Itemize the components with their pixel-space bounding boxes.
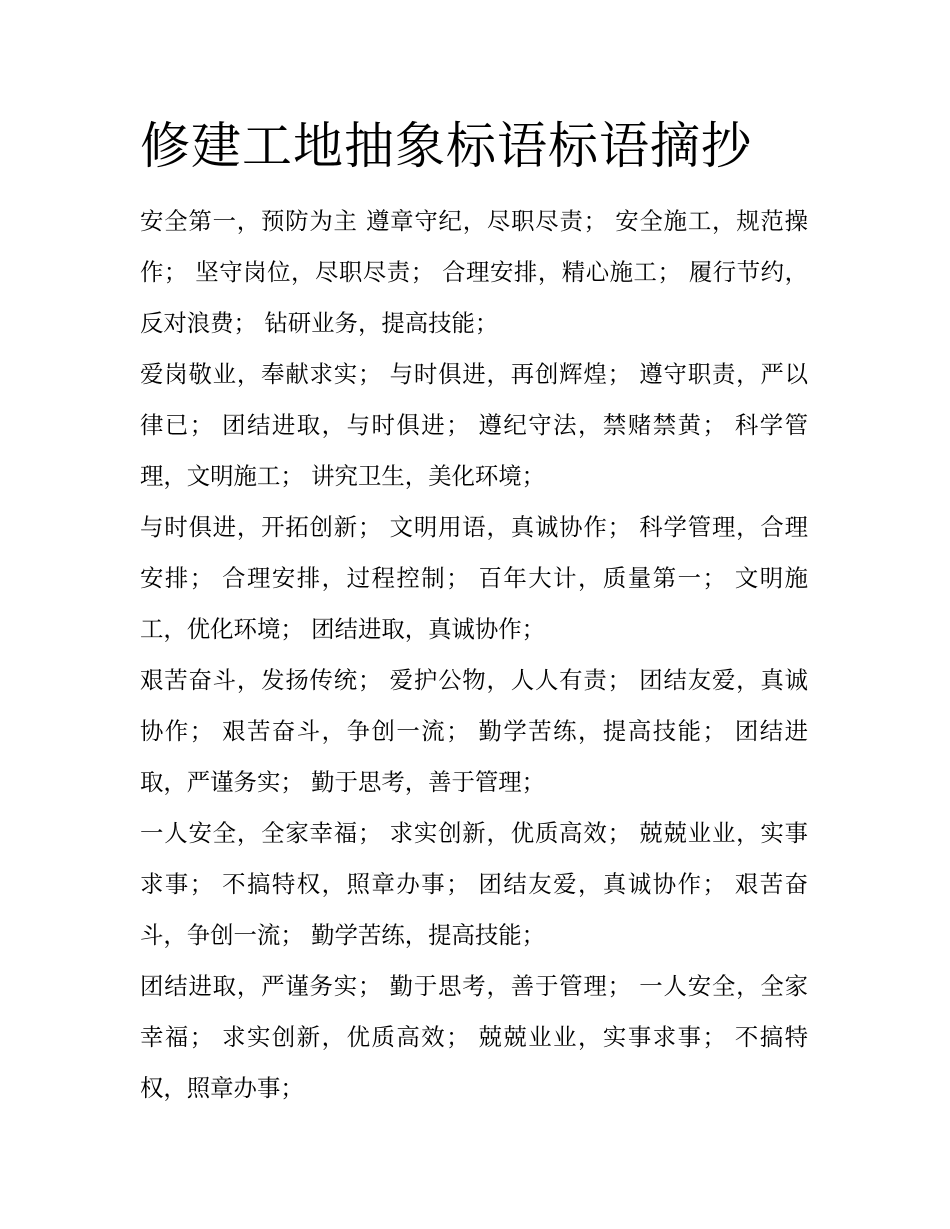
document-title: 修建工地抽象标语标语摘抄 bbox=[140, 117, 752, 175]
document-page bbox=[140, 112, 808, 1114]
paragraph-5: 一人安全，全家幸福； 求实创新，优质高效； 兢兢业业，实事求事； 不搞特权，照章办事； 团结友爱，真诚协作； 艰苦奋斗，争创一流； 勤学苦练，提高技能； bbox=[140, 819, 808, 949]
document-body bbox=[140, 196, 808, 1114]
paragraph-6: 团结进取，严谨务实； 勤于思考，善于管理； 一人安全，全家幸福； 求实创新，优质高效； 兢兢业业，实事求事； 不搞特权，照章办事； bbox=[140, 972, 808, 1102]
paragraph-2: 爱岗敬业，奉献求实； 与时俱进，再创辉煌； 遵守职责，严以律已； 团结进取，与时俱进； 遵纪守法，禁赌禁黄； 科学管理，文明施工； 讲究卫生，美化环境； bbox=[140, 360, 808, 490]
paragraph-3: 与时俱进，开拓创新； 文明用语，真诚协作； 科学管理，合理安排； 合理安排，过程控制； 百年大计，质量第一； 文明施工，优化环境； 团结进取，真诚协作； bbox=[140, 513, 808, 643]
paragraph-1: 安全第一，预防为主 遵章守纪，尽职尽责； 安全施工，规范操作； 坚守岗位，尽职尽责； 合理安排，精心施工； 履行节约，反对浪费； 钻研业务，提高技能； bbox=[140, 207, 808, 337]
paragraph-4: 艰苦奋斗，发扬传统； 爱护公物，人人有责； 团结友爱，真诚协作； 艰苦奋斗，争创一流； 勤学苦练，提高技能； 团结进取，严谨务实； 勤于思考，善于管理； bbox=[140, 666, 808, 796]
